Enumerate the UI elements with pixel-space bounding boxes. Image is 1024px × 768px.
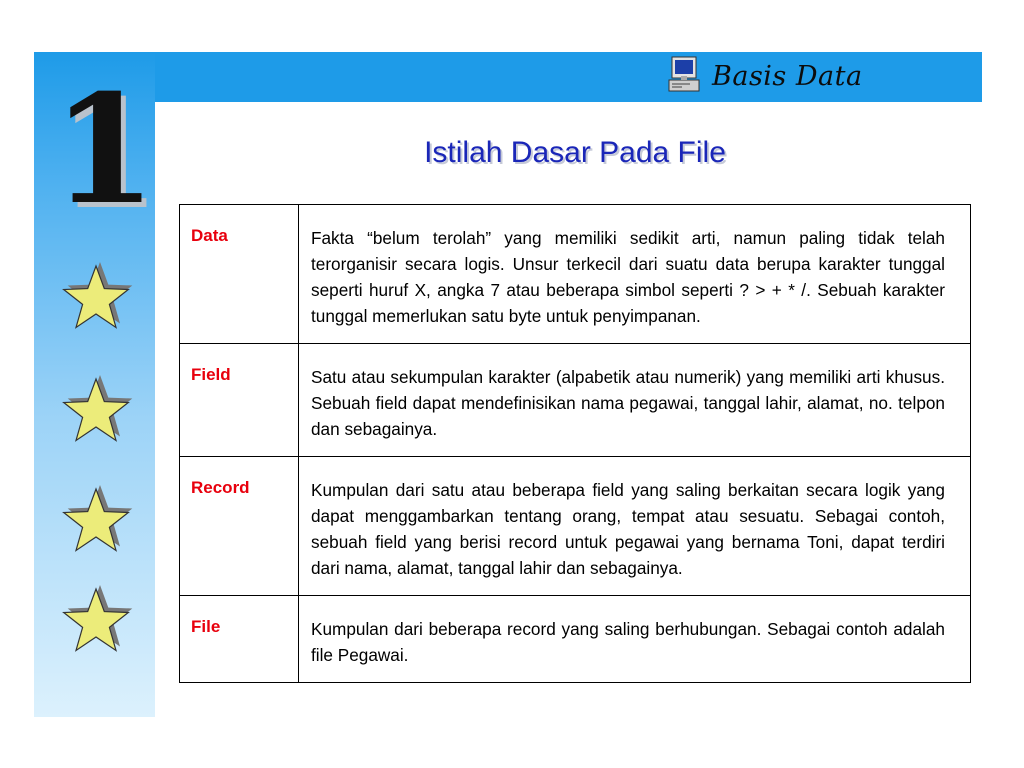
slide-number: 1 [52, 62, 157, 238]
term-definition: Satu atau sekumpulan karakter (alpabetik atau numerik) yang memiliki arti khusus. Sebuah field dapat mendefinisikan nama pegawai, tanggal lahir, alamat, no. telpon dan sebagainya. [299, 344, 971, 457]
table-row [180, 457, 971, 596]
term-label: File [180, 596, 299, 683]
brand-title: Basis Data [712, 60, 863, 92]
term-definition: Fakta “belum terolah” yang memiliki sedikit arti, namun paling tidak telah terorganisir secara logis. Unsur terkecil dari suatu data berupa karakter tunggal seperti huruf X, angka 7 atau beberapa simbol seperti ? > + * /. Sebuah karakter tunggal memerlukan satu byte untuk penyimpanan. [299, 205, 971, 344]
star-icon [58, 585, 134, 661]
term-definition: Kumpulan dari satu atau beberapa field yang saling berkaitan secara logik yang dapat menggambarkan tentang orang, tempat atau sesuatu. Sebagai contoh, sebuah field yang berisi record untuk pegawai yang bernama Toni, dapat terdiri dari nama, alamat, tanggal lahir dan sebagainya. [299, 457, 971, 596]
star-icon [58, 375, 134, 451]
term-label: Data [180, 205, 299, 344]
term-definition: Kumpulan dari beberapa record yang saling berhubungan. Sebagai contoh adalah file Pegawai. [299, 596, 971, 683]
brand [664, 54, 863, 98]
table-row [180, 596, 971, 683]
computer-icon [664, 54, 704, 99]
star-icon [58, 262, 134, 338]
table-row [180, 344, 971, 457]
table-row [180, 205, 971, 344]
term-label: Record [180, 457, 299, 596]
star-icon [58, 485, 134, 561]
slide-title: Istilah Dasar Pada File [424, 136, 726, 169]
term-label: Field [180, 344, 299, 457]
terms-table [179, 204, 971, 683]
